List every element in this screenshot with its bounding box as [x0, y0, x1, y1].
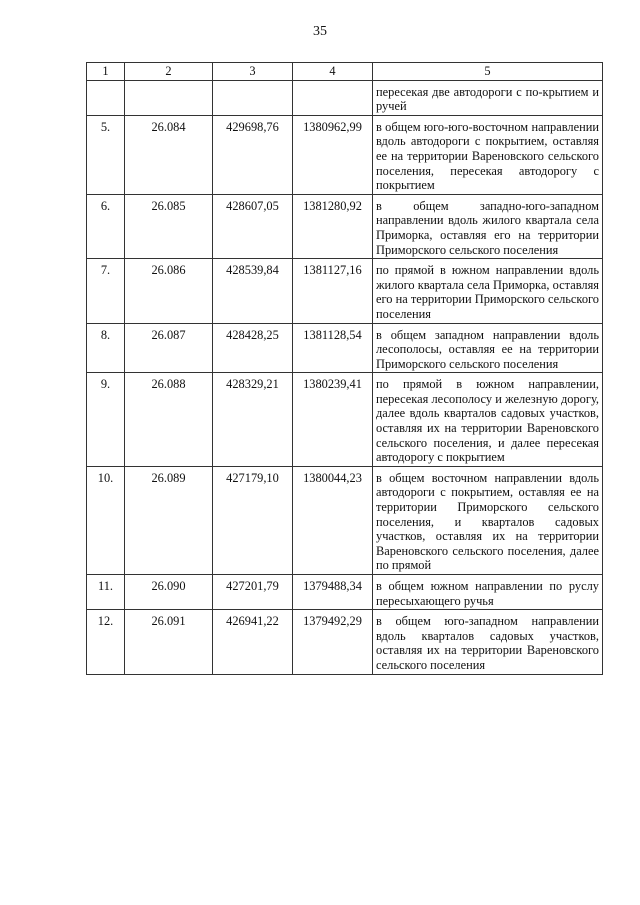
- boundary-description: в общем юго-западном направлении вдоль кварталов садовых участков, оставляя их на территории Вареновского сельского поселения: [373, 610, 603, 674]
- coordinate-x: 427201,79: [213, 575, 293, 610]
- row-number: 7.: [87, 259, 125, 323]
- point-number: 26.091: [125, 610, 213, 674]
- coordinate-x: 428428,25: [213, 323, 293, 373]
- coordinate-y: 1381128,54: [293, 323, 373, 373]
- boundary-description: в общем юго-юго-восточном направлении вдоль автодороги с покрытием, оставляя ее на территории Вареновского сельского поселения, пересекая автодорогу с покрытием: [373, 115, 603, 194]
- continuation-row: [87, 80, 603, 115]
- table-row: [87, 610, 603, 674]
- row-number: 8.: [87, 323, 125, 373]
- header-col-3: 3: [213, 63, 293, 81]
- point-number: 26.084: [125, 115, 213, 194]
- header-col-5: 5: [373, 63, 603, 81]
- cell-empty: [125, 80, 213, 115]
- boundary-table: [86, 62, 603, 675]
- table-row: [87, 373, 603, 467]
- point-number: 26.088: [125, 373, 213, 467]
- row-number: 6.: [87, 194, 125, 258]
- coordinate-y: 1380239,41: [293, 373, 373, 467]
- coordinate-x: 428607,05: [213, 194, 293, 258]
- cell-empty: [293, 80, 373, 115]
- table-row: [87, 466, 603, 574]
- cell-empty: [213, 80, 293, 115]
- header-col-2: 2: [125, 63, 213, 81]
- coordinate-y: 1381127,16: [293, 259, 373, 323]
- boundary-description: в общем южном направлении по руслу пересыхающего ручья: [373, 575, 603, 610]
- coordinate-y: 1381280,92: [293, 194, 373, 258]
- coordinate-x: 428329,21: [213, 373, 293, 467]
- row-number: 10.: [87, 466, 125, 574]
- cell-empty: [87, 80, 125, 115]
- row-number: 12.: [87, 610, 125, 674]
- coordinate-x: 428539,84: [213, 259, 293, 323]
- row-number: 9.: [87, 373, 125, 467]
- coordinate-y: 1379488,34: [293, 575, 373, 610]
- row-number: 11.: [87, 575, 125, 610]
- coordinate-y: 1380962,99: [293, 115, 373, 194]
- coordinate-x: 426941,22: [213, 610, 293, 674]
- coordinate-x: 427179,10: [213, 466, 293, 574]
- page-number: 35: [313, 24, 327, 39]
- table-row: [87, 194, 603, 258]
- point-number: 26.087: [125, 323, 213, 373]
- boundary-description: в общем западно-юго-западном направлении вдоль жилого квартала села Приморка, оставляя его на территории Приморского сельского поселения: [373, 194, 603, 258]
- point-number: 26.085: [125, 194, 213, 258]
- boundary-description: в общем западном направлении вдоль лесополосы, оставляя ее на территории Приморского сельского поселения: [373, 323, 603, 373]
- boundary-description: по прямой в южном направлении, пересекая лесополосу и железную дорогу, далее вдоль кварталов садовых участков, оставляя их на территории Вареновского сельского поселения, и далее пересекая автодорогу с покрытием: [373, 373, 603, 467]
- table-row: [87, 575, 603, 610]
- table-row: [87, 323, 603, 373]
- point-number: 26.086: [125, 259, 213, 323]
- header-col-1: 1: [87, 63, 125, 81]
- row-number: 5.: [87, 115, 125, 194]
- header-col-4: 4: [293, 63, 373, 81]
- coordinate-x: 429698,76: [213, 115, 293, 194]
- point-number: 26.089: [125, 466, 213, 574]
- table-header-row: [87, 63, 603, 81]
- continuation-description: пересекая две автодороги с по-крытием и ручей: [373, 80, 603, 115]
- coordinate-y: 1379492,29: [293, 610, 373, 674]
- point-number: 26.090: [125, 575, 213, 610]
- table-row: [87, 115, 603, 194]
- boundary-description: по прямой в южном направлении вдоль жилого квартала села Приморка, оставляя его на территории Приморского сельского поселения: [373, 259, 603, 323]
- coordinate-y: 1380044,23: [293, 466, 373, 574]
- table-row: [87, 259, 603, 323]
- boundary-description: в общем восточном направлении вдоль автодороги с покрытием, оставляя ее на территории Приморского сельского поселения, и кварталов садовых участков, оставляя их на территории Вареновского сельского поселения, далее по прямой: [373, 466, 603, 574]
